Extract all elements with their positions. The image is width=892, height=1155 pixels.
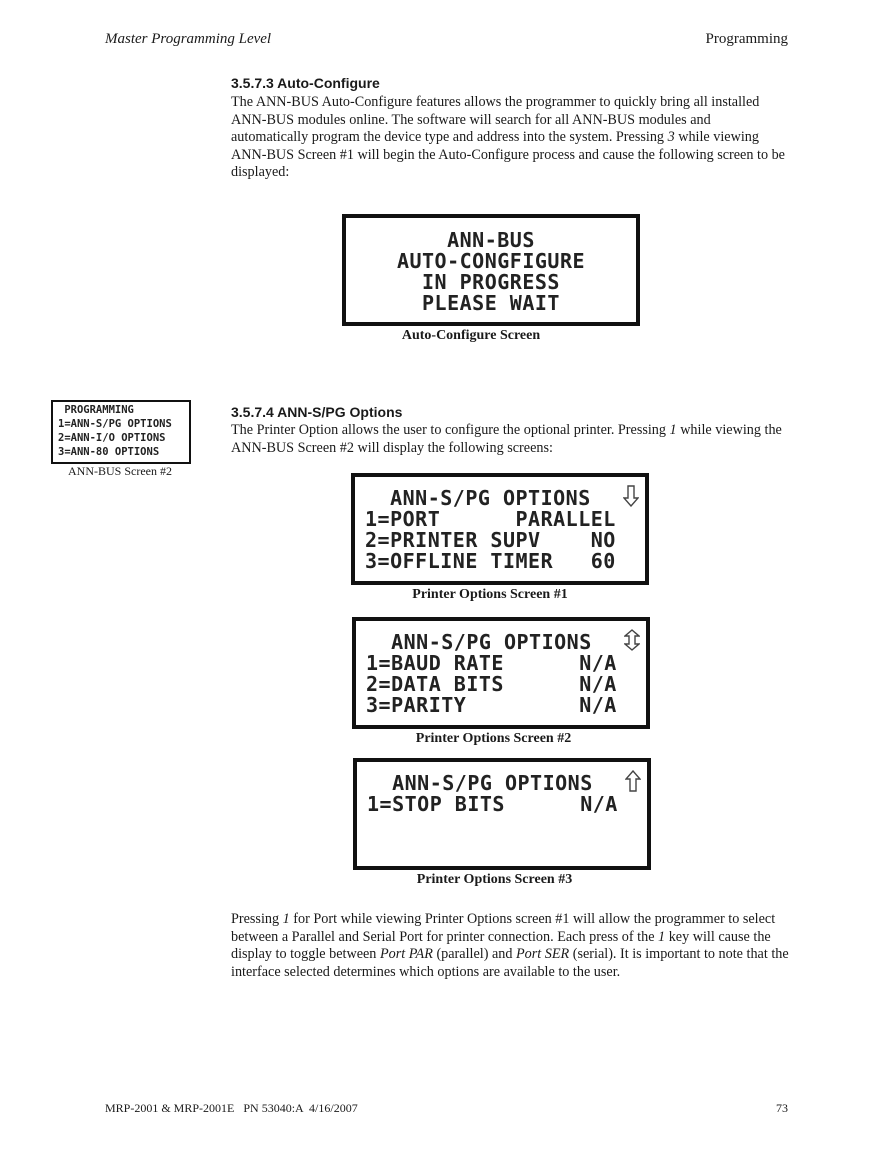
text-segment: for Port while viewing Printer Options screen #1 will allow the programmer to select between a Parallel and Serial Port for printer connection. Each press of the: [231, 911, 776, 945]
display-text-reference: Port SER: [516, 946, 570, 963]
footer-document-id: MRP-2001 & MRP-2001E PN 53040:A 4/16/2007: [105, 1101, 358, 1115]
down-arrow-icon: [623, 485, 639, 507]
side-lcd-line-4: 3=ANN-80 OPTIONS: [58, 446, 160, 458]
display-text-reference: Port PAR: [379, 946, 433, 963]
lcd-line-1: ANN-S/PG OPTIONS: [366, 630, 592, 654]
printer-screen-2-caption: Printer Options Screen #2: [415, 731, 572, 746]
lcd-line-2: 1=PORT PARALLEL: [365, 507, 616, 531]
key-reference: 1: [669, 422, 677, 438]
page-number: 73: [776, 1101, 788, 1115]
printer-options-screen-1: [351, 473, 649, 585]
paragraph-text: The ANN-BUS Auto-Configure features allows the programmer to quickly bring all installed ANN-BUS modules online. The software will search for all ANN-BUS modules and automatically program the device type and address into the system. Pressing 3 while viewing ANN-BUS Screen #1 will begin the Auto-Configure process and cause the following screen to be displayed:: [231, 94, 785, 181]
text-segment: key will cause the display to toggle between: [231, 928, 771, 963]
printer-screen-1-caption: Printer Options Screen #1: [412, 587, 568, 602]
printer-options-screen-3: [353, 758, 651, 870]
paragraph-text-pre: The Printer Option allows the user to configure the optional printer. Pressing: [231, 422, 670, 438]
auto-configure-lcd-screen: [342, 214, 640, 326]
lcd-line-1: ANN-S/PG OPTIONS: [365, 486, 591, 510]
auto-configure-caption: Auto-Configure Screen: [401, 328, 541, 343]
lcd-line-2: 1=STOP BITS N/A: [367, 792, 618, 816]
lcd-line-4: PLEASE WAIT: [422, 291, 560, 315]
section-title-ann-spg-options: 3.5.7.4 ANN-S/PG Options: [231, 404, 403, 420]
paragraph-ann-spg: [231, 422, 791, 457]
key-reference: 1: [282, 911, 290, 927]
lcd-line-4: 3=OFFLINE TIMER 60: [365, 549, 616, 573]
printer-screen-3-caption: Printer Options Screen #3: [416, 872, 573, 887]
text-segment: (parallel) and: [432, 946, 516, 963]
running-header-right: Programming: [705, 31, 788, 47]
side-lcd-line-2: 1=ANN-S/PG OPTIONS: [58, 418, 172, 430]
lcd-line-3: 2=DATA BITS N/A: [366, 672, 617, 696]
ann-bus-screen-2-caption: ANN-BUS Screen #2: [68, 464, 172, 478]
section-title-auto-configure: 3.5.7.3 Auto-Configure: [231, 75, 380, 91]
printer-options-screen-2: [352, 617, 650, 729]
text-segment: (serial). It is important to note that the interface selected determines which options are available to the user.: [231, 946, 789, 980]
up-down-arrow-icon: [624, 629, 640, 651]
running-header-left: Master Programming Level: [105, 31, 272, 47]
lcd-line-2: AUTO-CONGFIGURE: [396, 249, 586, 273]
side-lcd-line-1: PROGRAMMING: [58, 404, 134, 416]
lcd-line-1: ANN-BUS: [447, 228, 535, 252]
paragraph-port-toggle: [231, 911, 791, 981]
up-arrow-icon: [625, 770, 641, 792]
key-reference: 1: [658, 928, 666, 945]
side-lcd-line-3: 2=ANN-I/O OPTIONS: [58, 432, 166, 444]
lcd-line-3: IN PROGRESS: [422, 270, 560, 294]
lcd-line-4: 3=PARITY N/A: [366, 693, 617, 717]
text-segment: Pressing: [231, 911, 283, 927]
paragraph-text-post: while viewing the ANN-BUS Screen #2 will display the following screens:: [231, 422, 782, 456]
paragraph-auto-configure: [231, 94, 791, 182]
key-reference: 3: [667, 129, 675, 146]
lcd-line-1: ANN-S/PG OPTIONS: [367, 771, 593, 795]
ann-bus-screen-2-lcd: [51, 400, 191, 464]
lcd-line-2: 1=BAUD RATE N/A: [366, 651, 617, 675]
lcd-line-3: 2=PRINTER SUPV NO: [365, 528, 616, 552]
